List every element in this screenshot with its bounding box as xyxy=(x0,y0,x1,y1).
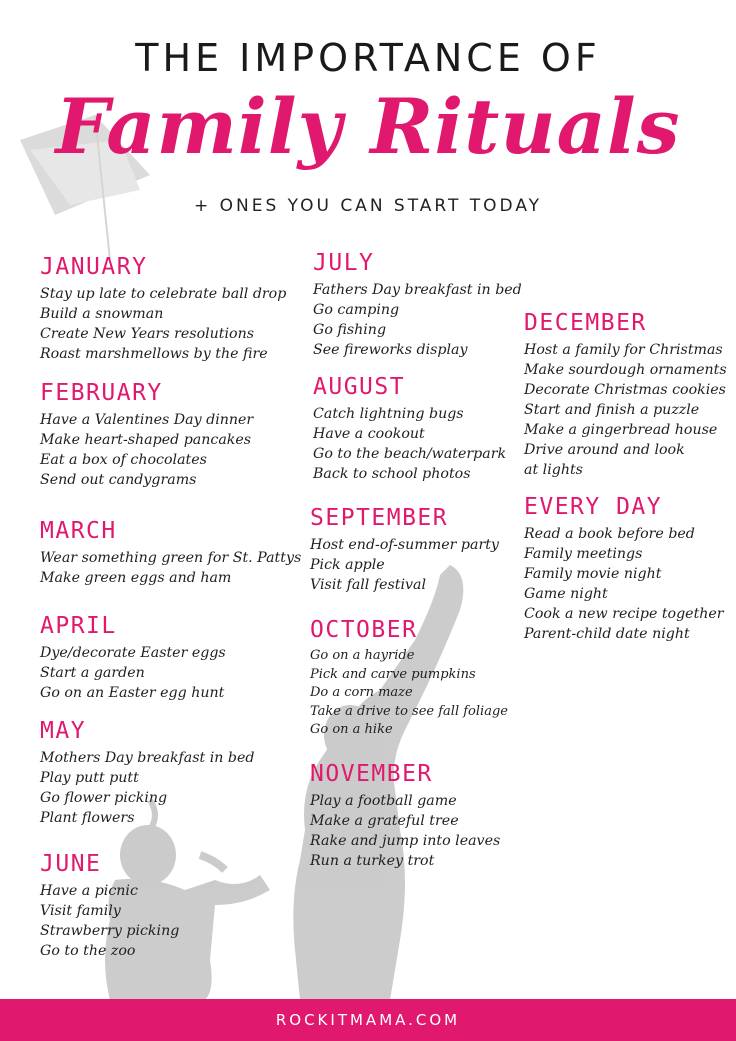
ritual-list xyxy=(40,881,179,961)
month-heading: JANUARY xyxy=(40,254,148,280)
ritual-list xyxy=(40,410,253,490)
list-item: Have a cookout xyxy=(313,426,425,442)
title-script: Family Rituals xyxy=(55,82,681,171)
list-item: Dye/decorate Easter eggs xyxy=(40,645,226,661)
ritual-list xyxy=(310,535,499,595)
list-item: Back to school photos xyxy=(313,466,471,482)
list-item: Take a drive to see fall foliage xyxy=(310,703,508,719)
list-item: Create New Years resolutions xyxy=(40,326,254,342)
month-february xyxy=(40,380,253,490)
month-heading: NOVEMBER xyxy=(310,761,433,787)
list-item: Host end-of-summer party xyxy=(310,537,499,553)
list-item: Make heart-shaped pancakes xyxy=(40,432,252,448)
list-item: Fathers Day breakfast in bed xyxy=(313,282,522,298)
list-item: Roast marshmellows by the fire xyxy=(40,346,268,362)
month-june xyxy=(40,851,179,961)
list-item: Mothers Day breakfast in bed xyxy=(40,750,255,766)
list-item: Decorate Christmas cookies xyxy=(524,382,726,398)
list-item: Wear something green for St. Pattys xyxy=(40,550,302,566)
month-july xyxy=(313,250,522,360)
list-item: Run a turkey trot xyxy=(310,853,435,869)
list-item: Catch lightning bugs xyxy=(313,406,464,422)
list-item: Pick and carve pumpkins xyxy=(310,666,476,682)
list-item: Game night xyxy=(524,586,608,602)
list-item: Make green eggs and ham xyxy=(40,570,232,586)
list-item: Go to the zoo xyxy=(40,943,136,959)
ritual-list xyxy=(524,524,724,644)
footer-site-link[interactable]: ROCKITMAMA.COM xyxy=(275,1011,461,1029)
list-item: at lights xyxy=(524,462,583,478)
list-item: Go on a hike xyxy=(310,722,393,737)
month-heading: AUGUST xyxy=(313,374,406,400)
list-item: Plant flowers xyxy=(40,810,135,826)
list-item: Make a gingerbread house xyxy=(524,422,718,438)
month-heading: JULY xyxy=(313,250,375,276)
list-item: Rake and jump into leaves xyxy=(310,833,501,849)
list-item: Go camping xyxy=(313,302,400,318)
list-item: Play a football game xyxy=(310,793,457,809)
month-september xyxy=(310,505,499,595)
ritual-list xyxy=(40,643,226,703)
month-heading: MARCH xyxy=(40,518,117,544)
list-item: Start a garden xyxy=(40,665,145,681)
month-may xyxy=(40,718,255,828)
ritual-list xyxy=(310,791,500,871)
list-item: Host a family for Christmas xyxy=(524,342,723,358)
list-item: Stay up late to celebrate ball drop xyxy=(40,286,287,302)
list-item: Send out candygrams xyxy=(40,472,197,488)
list-item: Strawberry picking xyxy=(40,923,180,939)
month-december xyxy=(524,310,727,480)
month-august xyxy=(313,374,506,484)
ritual-list xyxy=(40,748,255,828)
list-item: Start and finish a puzzle xyxy=(524,402,700,418)
list-item: Family movie night xyxy=(524,566,662,582)
list-item: Have a Valentines Day dinner xyxy=(40,412,254,428)
ritual-list xyxy=(310,647,508,740)
ritual-list xyxy=(524,340,727,480)
month-every-day xyxy=(524,494,724,644)
list-item: Parent-child date night xyxy=(524,626,690,642)
month-november xyxy=(310,761,500,871)
ritual-list xyxy=(40,548,301,588)
list-item: Make sourdough ornaments xyxy=(524,362,727,378)
list-item: Go flower picking xyxy=(40,790,168,806)
month-heading: APRIL xyxy=(40,613,117,639)
month-heading: JUNE xyxy=(40,851,102,877)
subtitle: + ONES YOU CAN START TODAY xyxy=(193,196,543,216)
list-item: Pick apple xyxy=(310,557,385,573)
list-item: Family meetings xyxy=(524,546,643,562)
list-item: Go to the beach/waterpark xyxy=(313,446,507,462)
list-item: Have a picnic xyxy=(40,883,138,899)
month-heading: EVERY DAY xyxy=(524,494,663,520)
list-item: Do a corn maze xyxy=(310,685,413,700)
ritual-list xyxy=(313,280,522,360)
list-item: Build a snowman xyxy=(40,306,164,322)
list-item: Cook a new recipe together xyxy=(524,606,724,622)
month-heading: MAY xyxy=(40,718,87,744)
month-heading: FEBRUARY xyxy=(40,380,163,406)
month-heading: DECEMBER xyxy=(524,310,647,336)
footer-banner xyxy=(0,999,736,1041)
ritual-list xyxy=(40,284,286,364)
list-item: Go on an Easter egg hunt xyxy=(40,685,225,701)
month-april xyxy=(40,613,226,703)
month-heading: OCTOBER xyxy=(310,617,418,643)
list-item: Visit fall festival xyxy=(310,577,427,593)
title-line-1: THE IMPORTANCE OF xyxy=(135,36,601,80)
list-item: Go on a hayride xyxy=(310,648,415,663)
list-item: Drive around and look xyxy=(524,442,685,458)
list-item: Eat a box of chocolates xyxy=(40,452,207,468)
list-item: Play putt putt xyxy=(40,770,139,786)
list-item: Make a grateful tree xyxy=(310,813,459,829)
ritual-list xyxy=(313,404,506,484)
month-january xyxy=(40,254,286,364)
list-item: See fireworks display xyxy=(313,342,468,358)
list-item: Visit family xyxy=(40,903,121,919)
list-item: Read a book before bed xyxy=(524,526,695,542)
month-march xyxy=(40,518,301,588)
month-october xyxy=(310,617,508,740)
month-heading: SEPTEMBER xyxy=(310,505,449,531)
list-item: Go fishing xyxy=(313,322,387,338)
